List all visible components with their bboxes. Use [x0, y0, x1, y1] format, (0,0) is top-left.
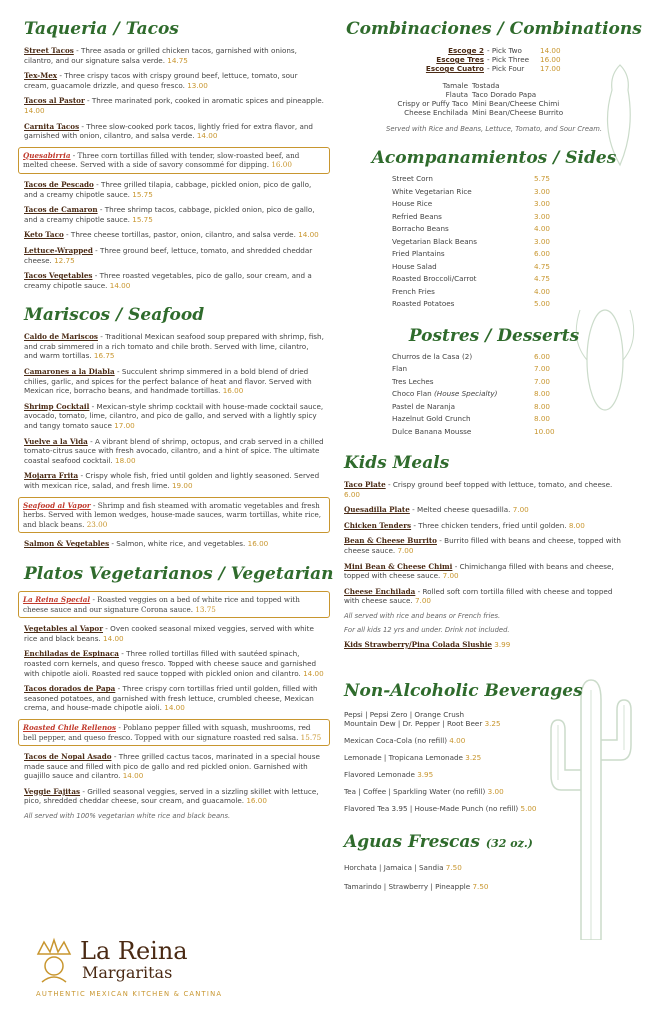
- agua-price: 7.50: [445, 862, 462, 872]
- combo-option-right: Taco Dorado Papa: [472, 90, 537, 99]
- menu-item-name: Tacos de Nopal Asado: [24, 752, 112, 762]
- menu-item-name: Salmon & Vegetables: [24, 539, 110, 549]
- price-row-label: Vegetarian Black Beans: [392, 236, 477, 246]
- price-row-label: French Fries: [392, 286, 435, 296]
- menu-item: [24, 71, 324, 90]
- price-row: [392, 186, 644, 199]
- combo-option-left: Crispy or Puffy Taco: [397, 99, 468, 108]
- combo-option-right: Tostada: [472, 81, 500, 90]
- combo-option-row: [344, 90, 644, 99]
- menu-item-price: 16.00: [271, 160, 292, 170]
- price-row-label: Churros de la Casa (2): [392, 351, 473, 361]
- price-row-label: Flan: [392, 364, 408, 373]
- beverage-price: 3.00: [487, 786, 504, 796]
- kids-slushie: [344, 640, 644, 650]
- price-row-label: Roasted Broccoli/Carrot: [392, 274, 477, 283]
- menu-item-price: 16.00: [246, 796, 267, 806]
- price-row-label: Hazelnut Gold Crunch: [392, 414, 471, 423]
- price-row: [392, 426, 644, 439]
- agua-text: Horchata | Jamaica | Sandia: [344, 862, 446, 872]
- brand-subname: Margaritas: [82, 963, 173, 982]
- menu-item: [24, 624, 324, 643]
- beverage-item: [344, 753, 644, 762]
- price-row-price: 4.75: [534, 274, 551, 283]
- menu-item-name: Tacos al Pastor: [24, 96, 85, 106]
- menu-item-price: 7.00: [414, 596, 431, 606]
- beverage-text: Flavored Lemonade: [344, 769, 418, 779]
- agua-item: [344, 882, 644, 891]
- seafood-title: Mariscos / Seafood: [24, 305, 205, 326]
- menu-item-desc: - Three chicken tenders, fried until golden.: [411, 520, 569, 530]
- price-row: [392, 211, 644, 224]
- price-row: [392, 273, 644, 286]
- beverage-item: [344, 719, 644, 728]
- menu-item-price: 14.00: [196, 131, 218, 141]
- menu-item-desc: - Roasted veggies on a bed of white rice and topped with cheese sauce and our signature Corona sauce.: [23, 594, 300, 614]
- combo-price: 16.00: [540, 55, 561, 64]
- beverages-list: [344, 710, 644, 813]
- price-row-name: [392, 401, 534, 414]
- combo-name: Escoge Cuatro: [425, 64, 484, 73]
- price-row-name: [392, 351, 534, 364]
- price-row: [392, 376, 644, 389]
- combo-name: Escoge 2: [448, 46, 484, 55]
- tacos-title: Taqueria / Tacos: [24, 19, 179, 39]
- price-row-price: 6.00: [534, 249, 551, 258]
- menu-item-price: 19.00: [171, 481, 193, 490]
- price-row-label: Tres Leches: [392, 376, 434, 386]
- menu-item: [24, 180, 324, 199]
- menu-item-desc: - Three rolled tortillas filled with sautéed spinach, roasted corn kernels, and queso fresco. Topped with cheese sauce and garnished with chipotle aioli. Roasted red sauce topped with pickled onion and cilantro.: [24, 649, 317, 678]
- beverage-price: 4.00: [449, 735, 466, 745]
- menu-item-price: 7.00: [442, 571, 459, 581]
- menu-item-name: Tex-Mex: [24, 71, 58, 81]
- price-row-name: [392, 211, 534, 224]
- price-row-name: [392, 173, 534, 186]
- menu-item: [24, 332, 324, 361]
- beverage-item: [344, 736, 644, 745]
- menu-item: [24, 787, 324, 806]
- menu-item-name: Vuelve a la Vida: [24, 436, 88, 446]
- price-row-name: [392, 186, 534, 199]
- price-row: [392, 298, 644, 311]
- aguas-list: [344, 863, 644, 891]
- beverage-text: Pepsi | Pepsi Zero | Orange Crush: [344, 709, 465, 719]
- beverage-item: [344, 804, 644, 813]
- brand-logo: [28, 936, 188, 984]
- combo-desc: - Pick Three: [487, 55, 530, 64]
- beverage-item: [344, 770, 644, 779]
- menu-item: [344, 587, 624, 606]
- menu-item: [24, 649, 324, 678]
- menu-item: [18, 497, 330, 534]
- menu-item-name: Carnita Tacos: [24, 121, 80, 131]
- price-row-price: 8.00: [534, 401, 551, 411]
- price-row-name: [392, 223, 534, 236]
- price-row: [392, 286, 644, 299]
- menu-item-desc: - Three shrimp tacos, cabbage, pickled onion, pico de gallo, and a creamy chipotle sauce.: [24, 205, 315, 224]
- price-row-price: 3.00: [534, 236, 551, 246]
- queen-crown-icon: [28, 936, 80, 984]
- menu-item-desc: - Rolled soft corn tortilla filled with cheese and topped with cheese sauce.: [344, 586, 613, 606]
- menu-item-name: Keto Taco: [24, 230, 64, 240]
- price-row-price: 6.00: [534, 351, 551, 361]
- menu-item: [24, 752, 324, 781]
- menu-item: [24, 367, 324, 396]
- kids-list: [344, 480, 624, 606]
- menu-item-desc: - Three crispy corn tortillas fried until golden, filled with seasoned potatoes, and garnished with fresh lettuce, crumbled cheese, Mexican crema, and house-made chipotle aioli.: [24, 684, 318, 713]
- menu-item-desc: - Crispy whole fish, fried until golden and lightly seasoned. Served with mexican rice, salad, and fresh lime.: [24, 471, 320, 490]
- menu-item-price: 13.00: [187, 80, 208, 90]
- price-row-name: [392, 298, 534, 311]
- beverage-text: Tea | Coffee | Sparkling Water (no refill): [344, 786, 488, 796]
- price-row-name: [392, 261, 534, 274]
- menu-item-price: 14.00: [103, 633, 124, 643]
- combo-options: [344, 81, 644, 117]
- menu-item-name: Camarones a la Diabla: [24, 367, 115, 377]
- menu-item-desc: - Three corn tortillas filled with tender, slow-roasted beef, and melted cheese. Served with a side of savory consommé for dipping.: [23, 150, 300, 170]
- menu-item: [344, 536, 624, 555]
- right-column: [344, 18, 644, 901]
- beverage-text: Lemonade | Tropicana Lemonade: [344, 752, 466, 762]
- price-row-label: Dulce Banana Mousse: [392, 426, 472, 436]
- agua-item: [344, 863, 644, 872]
- menu-item-name: Tacos de Pescado: [24, 179, 94, 189]
- menu-item-price: 14.00: [303, 668, 324, 678]
- menu-item-name: Mojarra Frita: [24, 471, 79, 481]
- price-row-name: [392, 273, 534, 286]
- price-row-label: Pastel de Naranja: [392, 401, 456, 411]
- combo-item: [344, 64, 644, 73]
- menu-item: [18, 147, 330, 174]
- price-row-name: [392, 248, 534, 261]
- menu-item-name: Quesabirria: [23, 150, 71, 160]
- combo-price: 14.00: [540, 46, 561, 55]
- beverage-item: [344, 710, 644, 719]
- menu-item-price: 8.00: [568, 520, 585, 530]
- menu-item-price: 16.00: [247, 539, 269, 549]
- vegetarian-note: All served with 100% vegetarian white rice and black beans.: [24, 812, 231, 821]
- menu-item-desc: - Salmon, white rice, and vegetables.: [109, 539, 248, 549]
- combo-list: [344, 46, 644, 73]
- combo-desc: - Pick Two: [487, 46, 522, 55]
- combo-option-right: Mini Bean/Cheese Burrito: [472, 108, 564, 117]
- price-row-extra: (House Specialty): [431, 389, 498, 398]
- price-row-price: 5.75: [534, 174, 551, 183]
- kids-note-age: For all kids 12 yrs and under. Drink not included.: [344, 625, 510, 634]
- price-row: [392, 388, 644, 401]
- price-row-price: 5.00: [534, 299, 551, 308]
- menu-item-price: 14.00: [298, 230, 319, 240]
- menu-item-desc: - Oven cooked seasonal mixed veggies, served with white rice and black beans.: [24, 624, 314, 643]
- combo-option-left: Tamale: [442, 81, 468, 90]
- beverage-price: 5.00: [520, 803, 537, 813]
- menu-item-name: Tacos de Camaron: [24, 205, 98, 215]
- price-row-price: 8.00: [534, 389, 551, 398]
- menu-item-name: Seafood al Vapor: [23, 500, 91, 510]
- price-row-price: 10.00: [534, 426, 555, 436]
- seafood-list: [24, 332, 324, 549]
- left-column: [23, 18, 334, 826]
- desserts-list: [344, 351, 644, 439]
- price-row-name: [392, 363, 534, 376]
- menu-item-desc: - Three roasted vegetables, pico de gallo, sour cream, and a creamy chipotle sauce.: [24, 271, 312, 290]
- sides-title: Acompanamientos / Sides: [371, 148, 617, 168]
- menu-item-desc: - Three cheese tortillas, pastor, onion, cilantro, and salsa verde.: [63, 230, 299, 240]
- combo-option-row: [344, 81, 644, 90]
- sides-list: [344, 173, 644, 311]
- agua-text: Tamarindo | Strawberry | Pineapple: [344, 881, 473, 891]
- price-row-name: [392, 413, 534, 426]
- menu-item-price: 16.75: [93, 351, 115, 361]
- menu-item-desc: - Three slow-cooked pork tacos, lightly fried for extra flavor, and garnished with onion, cilantro, and salsa verde.: [24, 121, 313, 141]
- beverage-price: 3.25: [484, 718, 501, 728]
- menu-item: [344, 505, 624, 515]
- price-row-price: 7.00: [534, 376, 551, 386]
- beverage-item: [344, 787, 644, 796]
- menu-item: [24, 684, 324, 713]
- aguas-title-text: Aguas Frescas: [344, 831, 480, 852]
- menu-item-name: Bean & Cheese Burrito: [344, 536, 437, 546]
- price-row-label: House Rice: [392, 199, 433, 208]
- menu-item: [24, 437, 324, 466]
- price-row: [392, 236, 644, 249]
- menu-item: [24, 246, 324, 265]
- price-row-label: Fried Plantains: [392, 249, 445, 258]
- combo-option-row: [344, 108, 644, 117]
- combo-option-left: Cheese Enchilada: [404, 108, 468, 117]
- aguas-title: [344, 831, 644, 855]
- menu-item-name: Cheese Enchilada: [344, 586, 416, 596]
- price-row: [392, 248, 644, 261]
- menu-item-desc: - Succulent shrimp simmered in a bold blend of dried chilies, garlic, and spices for the perfect balance of heat and flavor. Served with Mexican rice, borracho beans, and handmade tortillas.: [24, 367, 312, 396]
- kids-note-sides: All served with rice and beans or French fries.: [344, 611, 501, 620]
- price-row-name: [392, 236, 534, 249]
- menu-item-name: Roasted Chile Rellenos: [23, 722, 117, 732]
- combo-option-right: Mini Bean/Cheese Chimi: [472, 99, 560, 108]
- menu-item: [24, 205, 324, 224]
- price-row-label: Street Corn: [392, 174, 433, 183]
- menu-item-price: 14.00: [24, 105, 45, 115]
- brand-name: La Reina: [80, 937, 188, 965]
- combo-item: [344, 46, 644, 55]
- price-row: [392, 351, 644, 364]
- menu-item: [344, 562, 624, 581]
- menu-item-price: 14.00: [164, 703, 185, 713]
- price-row-label: Borracho Beans: [392, 224, 449, 233]
- menu-item-price: 18.00: [115, 455, 136, 465]
- menu-item-desc: - Three asada or grilled chicken tacos, garnished with onions, cilantro, and our signature salsa verde.: [24, 46, 297, 65]
- menu-item-price: 14.75: [167, 55, 188, 65]
- menu-item-desc: - Three crispy tacos with crispy ground beef, lettuce, tomato, sour cream, guacamole drizzle, and queso fresco.: [24, 71, 298, 90]
- agua-price: 7.50: [472, 881, 489, 891]
- brand-tagline: AUTHENTIC MEXICAN KITCHEN & CANTINA: [36, 990, 223, 998]
- menu-item: [344, 480, 624, 499]
- menu-item-name: Tacos dorados de Papa: [24, 684, 116, 694]
- menu-item-desc: - Mexican-style shrimp cocktail with house-made cocktail sauce, avocado, tomato, lime, cilantro, and pico de gallo, and served with a lightly spicy and tangy tomato sauce: [24, 401, 324, 431]
- menu-item-name: Lettuce-Wrapped: [24, 245, 93, 255]
- menu-item-price: 6.00: [344, 489, 361, 499]
- menu-item: [24, 539, 324, 549]
- menu-item-price: 12.75: [54, 255, 75, 265]
- menu-item-name: Quesadilla Plate: [344, 505, 410, 515]
- menu-item: [24, 230, 324, 240]
- menu-item-name: Taco Plate: [344, 480, 386, 489]
- menu-item: [24, 402, 324, 431]
- menu-item: [344, 521, 624, 531]
- price-row-label: Refried Beans: [392, 211, 442, 221]
- price-row-price: 4.00: [534, 224, 551, 233]
- combo-name: Escoge Tres: [436, 55, 484, 64]
- price-row-name: [392, 388, 534, 401]
- price-row-price: 4.75: [534, 261, 551, 271]
- menu-item-price: 15.75: [132, 214, 153, 224]
- price-row: [392, 173, 644, 186]
- price-row: [392, 198, 644, 211]
- menu-item-desc: - Crispy ground beef topped with lettuce, tomato, and cheese.: [385, 480, 613, 489]
- price-row-name: [392, 376, 534, 389]
- menu-item-name: Caldo de Mariscos: [24, 332, 98, 342]
- combo-option-left: Flauta: [445, 90, 468, 99]
- menu-item-desc: - Three marinated pork, cooked in aromatic spices and pineapple.: [84, 96, 324, 106]
- menu-item: [24, 471, 324, 490]
- vegetarian-title: Platos Vegetarianos / Vegetarian: [24, 563, 334, 584]
- menu-item: [24, 96, 324, 115]
- menu-item-desc: - Grilled seasonal veggies, served in a sizzling skillet with lettuce, pico, shredded cheddar cheese, sour cream, and guacamole.: [24, 786, 319, 806]
- combo-desc: - Pick Four: [487, 64, 525, 73]
- price-row-label: House Salad: [392, 261, 437, 271]
- menu-item-name: Enchiladas de Espinaca: [24, 649, 119, 659]
- menu-item-desc: - Shrimp and fish steamed with aromatic vegetables and fresh herbs. Served with lemon wedges, house-made sauces, warm tortillas, white rice, and black beans.: [23, 500, 322, 529]
- menu-item: [18, 591, 330, 618]
- menu-item-desc: - Poblano pepper filled with squash, mushrooms, red bell pepper, and queso fresco. Topped with our signature roasted red salsa.: [23, 722, 311, 742]
- price-row: [392, 363, 644, 376]
- price-row-price: 8.00: [534, 414, 551, 423]
- price-row-label: Choco Flan: [392, 389, 432, 398]
- beverage-text: Flavored Tea 3.95 | House-Made Punch (no refill): [344, 803, 521, 813]
- menu-item-name: Mini Bean & Cheese Chimi: [344, 561, 453, 571]
- price-row: [392, 401, 644, 414]
- menu-item-price: 14.00: [109, 280, 131, 290]
- menu-item: [24, 271, 324, 290]
- menu-item-desc: - A vibrant blend of shrimp, octopus, and crab served in a chilled tomato-citrus sauce with fresh avocado, cilantro, and a hint of spice. The ultimate coastal seafood cocktail.: [24, 436, 324, 465]
- price-row-label: Roasted Potatoes: [392, 299, 455, 308]
- combos-title: Combinaciones / Combinations: [346, 19, 642, 39]
- vegetarian-list: [24, 591, 324, 806]
- menu-item-desc: - Burrito filled with beans and cheese, topped with cheese sauce.: [344, 536, 621, 555]
- beverage-price: 3.95: [417, 769, 434, 779]
- price-row-price: 3.00: [534, 186, 551, 196]
- menu-item-name: Tacos Vegetables: [24, 271, 93, 281]
- menu-item-price: 17.00: [114, 421, 135, 431]
- price-row: [392, 223, 644, 236]
- beverage-text: Mountain Dew | Dr. Pepper | Root Beer: [344, 718, 485, 728]
- menu-item-name: Street Tacos: [24, 46, 74, 55]
- combos-note: Served with Rice and Beans, Lettuce, Tomato, and Sour Cream.: [386, 125, 602, 133]
- menu-item-price: 23.00: [86, 519, 108, 529]
- price-row-price: 7.00: [534, 364, 551, 373]
- aguas-size: (32 oz.): [485, 836, 533, 850]
- menu-item: [18, 719, 330, 746]
- menu-item-name: La Reina Special: [23, 594, 91, 604]
- combo-option-row: [344, 99, 644, 108]
- beverage-price: 3.25: [465, 752, 482, 762]
- menu-item-desc: - Three ground beef, lettuce, tomato, and shredded cheddar cheese.: [24, 245, 313, 265]
- menu-item: [24, 122, 324, 141]
- menu-item-name: Vegetables al Vapor: [24, 624, 104, 634]
- menu-item-name: Chicken Tenders: [344, 520, 412, 530]
- price-row: [392, 261, 644, 274]
- menu-item-price: 15.75: [132, 189, 153, 199]
- menu-item: [24, 46, 324, 65]
- combo-item: [344, 55, 644, 64]
- menu-item-price: 15.75: [300, 732, 322, 742]
- combo-price: 17.00: [540, 64, 561, 73]
- price-row-price: 4.00: [534, 286, 551, 296]
- menu-item-price: 14.00: [122, 771, 144, 781]
- price-row: [392, 413, 644, 426]
- menu-item-desc: - Melted cheese quesadilla.: [409, 505, 513, 515]
- menu-item-price: 7.00: [397, 545, 414, 555]
- price-row-name: [392, 286, 534, 299]
- kids-title: Kids Meals: [344, 453, 450, 473]
- desserts-title: Postres / Desserts: [408, 325, 580, 346]
- menu-item-name: Shrimp Cocktail: [24, 401, 90, 411]
- menu-item-price: 13.75: [195, 604, 216, 614]
- menu-item-desc: - Chimichanga filled with beans and cheese, topped with cheese sauce.: [344, 561, 614, 581]
- price-row-price: 3.00: [534, 211, 551, 221]
- kids-slushie-price: 3.99: [494, 639, 511, 649]
- price-row-price: 3.00: [534, 199, 551, 208]
- menu-item-desc: - Traditional Mexican seafood soup prepared with shrimp, fish, and crab simmered in a rich tomato and chile broth. Served with lime, cilantro, and warm tortillas.: [24, 332, 324, 361]
- beverage-text: Mexican Coca-Cola (no refill): [344, 735, 450, 745]
- tacos-list: [24, 46, 324, 290]
- price-row-label: White Vegetarian Rice: [392, 186, 472, 196]
- menu-item-desc: - Three grilled tilapia, cabbage, pickled onion, pico de gallo, and a creamy chipotle sauce.: [24, 179, 312, 199]
- menu-item-price: 16.00: [222, 386, 244, 396]
- price-row-name: [392, 426, 534, 439]
- beverages-title: Non-Alcoholic Beverages: [344, 680, 583, 701]
- menu-item-name: Veggie Fajitas: [24, 786, 81, 796]
- menu-item-price: 7.00: [512, 505, 529, 515]
- kids-slushie-name: Kids Strawberry/Pina Colada Slushie: [344, 639, 492, 649]
- menu-item-desc: - Three grilled cactus tacos, marinated in a special house made sauce and filled with pico de gallo and red pickled onion. Garnished with guajillo sauce and cilantro.: [24, 752, 320, 781]
- price-row-name: [392, 198, 534, 211]
